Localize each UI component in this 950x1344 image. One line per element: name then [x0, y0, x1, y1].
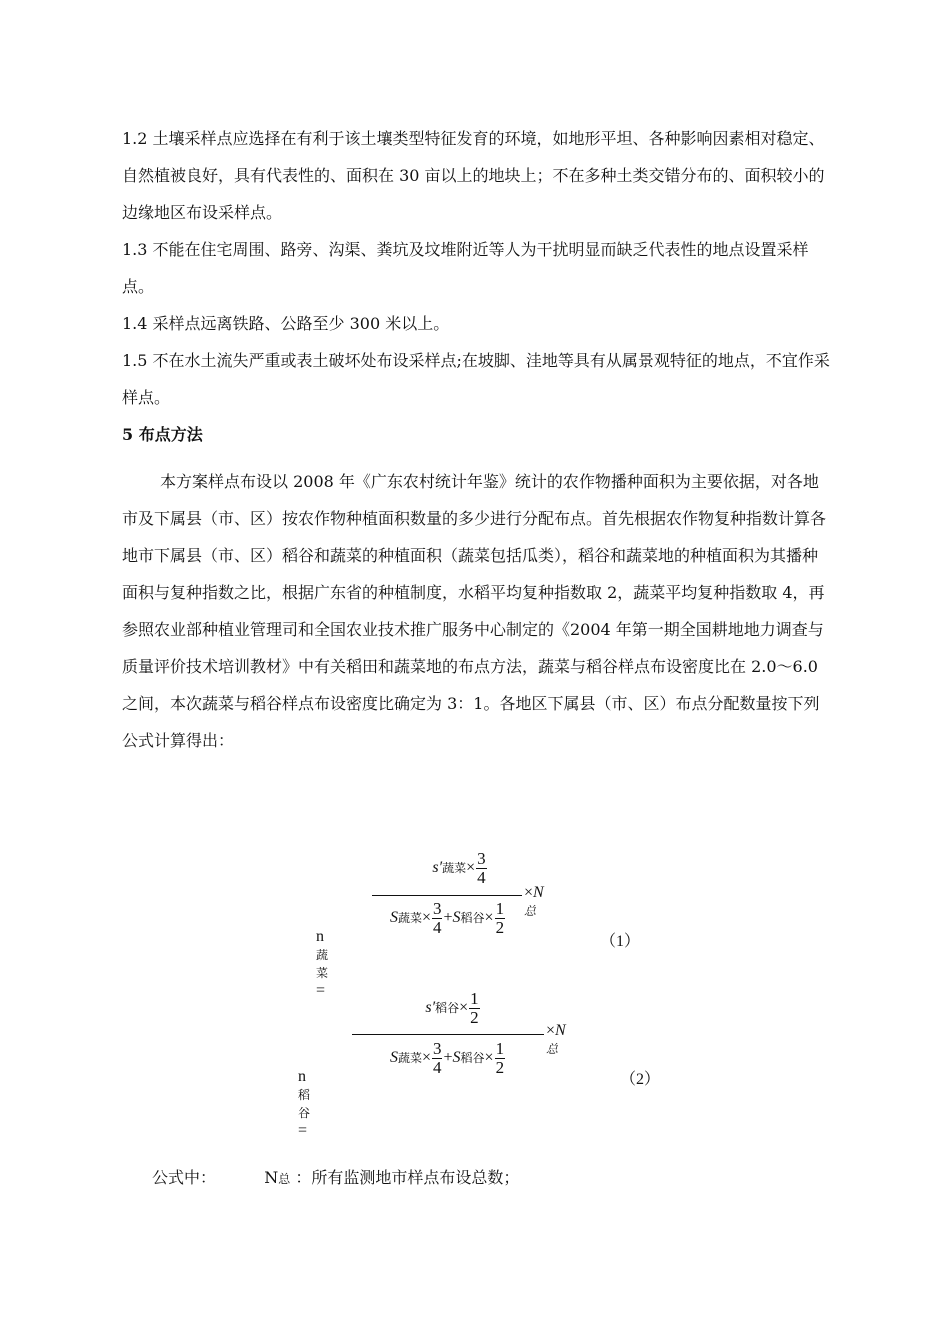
formula-2-lhs: n稻谷=: [298, 1068, 311, 1139]
formula-1-fraction-bar: [372, 895, 522, 896]
formula-2-denominator: S蔬菜× $\frac{3}{4}$ +S稻谷× $\frac{1}{2}$: [389, 1039, 505, 1077]
paragraph-1-5: 1.5 不在水土流失严重或表土破坏处布设采样点;在坡脚、洼地等具有从属景观特征的地点，不宜作采样点。: [122, 351, 830, 407]
formula-1-numerator: s′蔬菜× $\frac{3}{4}$: [432, 849, 486, 887]
legend-desc: ：所有监测地市样点布设总数；: [295, 1168, 520, 1187]
formula-legend: [152, 1166, 519, 1191]
paragraph-1-3: 1.3 不能在住宅周围、路旁、沟渠、粪坑及坟堆附近等人为干扰明显而缺乏代表性的地点设置采样点。: [122, 240, 809, 296]
legend-label: 公式中：: [152, 1168, 217, 1187]
formula-2-fraction-bar: [352, 1034, 544, 1035]
formula-2-numerator: s′稻谷× $\frac{1}{2}$: [425, 989, 479, 1027]
formula-1-lhs: n蔬菜=: [316, 928, 329, 999]
paragraph-1-4: 1.4 采样点远离铁路、公路至少 300 米以上。: [122, 314, 450, 333]
legend-var: N总: [264, 1168, 291, 1187]
formula-1-denominator: S蔬菜× $\frac{3}{4}$ +S稻谷× $\frac{1}{2}$: [389, 899, 505, 937]
formula-1-total: ×N总: [524, 884, 544, 918]
formula-2-number: （2）: [620, 1071, 661, 1088]
paragraph-1-2: 1.2 土壤采样点应选择在有利于该土壤类型特征发育的环境，如地形平坦、各种影响因素相对稳定、自然植被良好，具有代表性的、面积在 30 亩以上的地块上；不在多种土类交错分布的、面积较小的边缘地区布设采样点。: [122, 129, 825, 222]
body-paragraph: 本方案样点布设以 2008 年《广东农村统计年鉴》统计的农作物播种面积为主要依据，对各地市及下属县（市、区）按农作物种植面积数量的多少进行分配布点。首先根据农作物复种指数计算各地市下属县（市、区）稻谷和蔬菜的种植面积（蔬菜包括瓜类），稻谷和蔬菜地的种植面积为其播种面积与复种指数之比，根据广东省的种植制度，水稻平均复种指数取 2，蔬菜平均复种指数取 4，再参照农业部种植业管理司和全国农业技术推广服务中心制定的《2004 年第一期全国耕地地力调查与质量评价技术培训教材》中有关稻田和蔬菜地的布点方法，蔬菜与稻谷样点布设密度比在 2.0～6.0 之间，本次蔬菜与稻谷样点布设密度比确定为 3：1。各地区下属县（市、区）布点分配数量按下列公式计算得出：: [122, 472, 827, 750]
formula-2-total: ×N总: [546, 1022, 566, 1056]
section-heading-5: 5 布点方法: [122, 425, 203, 444]
formula-1-number: （1）: [600, 933, 641, 950]
